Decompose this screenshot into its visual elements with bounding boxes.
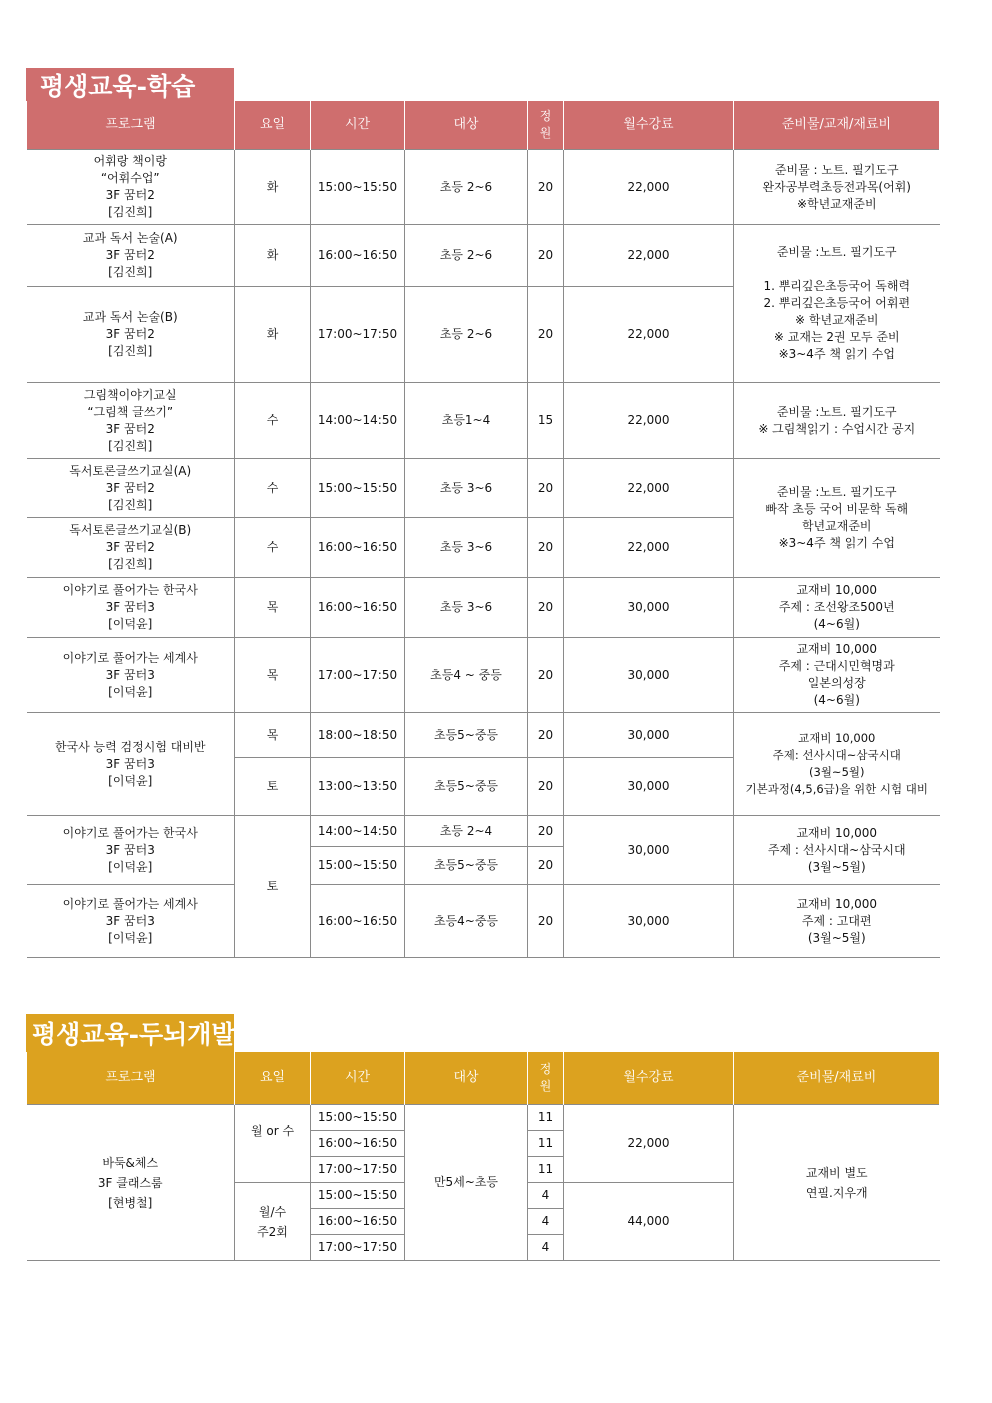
- cell-target: 초등4 ~ 중등: [405, 638, 528, 713]
- cell-day: 월/수 주2회: [235, 1183, 311, 1261]
- cell-time: 15:00~15:50: [311, 1183, 405, 1209]
- cell-day: 토: [235, 758, 311, 816]
- cell-program: 이야기로 풀어가는 세계사 3F 꿈터3 [이덕윤]: [27, 885, 235, 958]
- table-row: [27, 150, 940, 225]
- cell-prep: 교재비 별도 연필.지우개: [734, 1105, 940, 1261]
- cell-day: 월 or 수: [235, 1105, 311, 1183]
- cell-capacity: 20: [528, 287, 564, 383]
- cell-fee: 30,000: [564, 816, 734, 885]
- table-row: [27, 713, 940, 758]
- table-row: [27, 885, 940, 958]
- cell-target: 초등4~중등: [405, 885, 528, 958]
- cell-prep: 준비물 : 노트. 필기도구 완자공부력초등전과목(어휘) ※학년교재준비: [734, 150, 940, 225]
- cell-target: 초등1~4: [405, 383, 528, 459]
- col-header-target: 대상: [405, 101, 528, 150]
- cell-prep: 교재비 10,000 주제: 선사시대~삼국시대 (3월~5월) 기본과정(4,5,6급)을 위한 시험 대비: [734, 713, 940, 816]
- cell-capacity: 20: [528, 225, 564, 287]
- cell-fee: 22,000: [564, 1105, 734, 1183]
- col-header-prep: 준비물/교재/재료비: [734, 101, 940, 150]
- section-title-brain: 평생교육-두뇌개발: [26, 1014, 234, 1052]
- table-row: [27, 578, 940, 638]
- table-row: [27, 225, 940, 287]
- cell-program: 어휘랑 책이랑 “어휘수업” 3F 꿈터2 [김진희]: [27, 150, 235, 225]
- cell-fee: 22,000: [564, 287, 734, 383]
- cell-prep: 교재비 10,000 주제 : 선사시대~삼국시대 (3월~5월): [734, 816, 940, 885]
- cell-capacity: 11: [528, 1131, 564, 1157]
- cell-program: 그림책이야기교실 “그림책 글쓰기” 3F 꿈터2 [김진희]: [27, 383, 235, 459]
- cell-day: 목: [235, 638, 311, 713]
- cell-time: 16:00~16:50: [311, 518, 405, 578]
- cell-program: 교과 독서 논술(A) 3F 꿈터2 [김진희]: [27, 225, 235, 287]
- cell-time: 16:00~16:50: [311, 885, 405, 958]
- cell-program: 독서토론글쓰기교실(A) 3F 꿈터2 [김진희]: [27, 459, 235, 518]
- cell-time: 16:00~16:50: [311, 1131, 405, 1157]
- cell-capacity: 4: [528, 1183, 564, 1209]
- cell-day: 목: [235, 713, 311, 758]
- cell-fee: 22,000: [564, 459, 734, 518]
- cell-target: 초등 3~6: [405, 578, 528, 638]
- cell-time: 15:00~15:50: [311, 847, 405, 885]
- cell-target: 초등 3~6: [405, 518, 528, 578]
- cell-fee: 30,000: [564, 885, 734, 958]
- cell-fee: 30,000: [564, 578, 734, 638]
- cell-prep: 준비물 :노트. 필기도구 빠작 초등 국어 비문학 독해 학년교재준비 ※3~4주 책 읽기 수업: [734, 459, 940, 578]
- cell-capacity: 20: [528, 638, 564, 713]
- table-header-row: [27, 1052, 940, 1105]
- cell-target: 초등5~중등: [405, 758, 528, 816]
- learning-schedule-table: [26, 101, 940, 958]
- cell-prep: 교재비 10,000 주제 : 고대편 (3월~5월): [734, 885, 940, 958]
- cell-capacity: 20: [528, 713, 564, 758]
- col-header-program: 프로그램: [27, 1052, 235, 1105]
- cell-program: 이야기로 풀어가는 한국사 3F 꿈터3 [이덕윤]: [27, 578, 235, 638]
- col-header-time: 시간: [311, 1052, 405, 1105]
- cell-time: 14:00~14:50: [311, 816, 405, 847]
- col-header-program: 프로그램: [27, 101, 235, 150]
- cell-target: 초등5~중등: [405, 713, 528, 758]
- cell-program: 이야기로 풀어가는 한국사 3F 꿈터3 [이덕윤]: [27, 816, 235, 885]
- cell-time: 16:00~16:50: [311, 578, 405, 638]
- cell-fee: 22,000: [564, 518, 734, 578]
- cell-time: 15:00~15:50: [311, 459, 405, 518]
- cell-program: 이야기로 풀어가는 세계사 3F 꿈터3 [이덕윤]: [27, 638, 235, 713]
- cell-fee: 30,000: [564, 713, 734, 758]
- col-header-target: 대상: [405, 1052, 528, 1105]
- col-header-day: 요일: [235, 1052, 311, 1105]
- col-header-prep: 준비물/재료비: [734, 1052, 940, 1105]
- cell-capacity: 20: [528, 758, 564, 816]
- col-header-capacity: 정 원: [528, 101, 564, 150]
- cell-fee: 44,000: [564, 1183, 734, 1261]
- cell-target: 초등 3~6: [405, 459, 528, 518]
- cell-target: 초등 2~6: [405, 287, 528, 383]
- cell-target: 초등 2~4: [405, 816, 528, 847]
- cell-day: 수: [235, 459, 311, 518]
- cell-time: 17:00~17:50: [311, 1235, 405, 1261]
- cell-program: 바둑&체스 3F 클래스룸 [현병철]: [27, 1105, 235, 1261]
- table-row: [27, 383, 940, 459]
- cell-time: 16:00~16:50: [311, 1209, 405, 1235]
- cell-capacity: 20: [528, 847, 564, 885]
- cell-capacity: 20: [528, 816, 564, 847]
- cell-time: 16:00~16:50: [311, 225, 405, 287]
- cell-capacity: 20: [528, 150, 564, 225]
- cell-day: 화: [235, 150, 311, 225]
- section-title-learning: 평생교육-학습: [26, 68, 234, 101]
- cell-program: 독서토론글쓰기교실(B) 3F 꿈터2 [김진희]: [27, 518, 235, 578]
- col-header-capacity: 정 원: [528, 1052, 564, 1105]
- cell-program: 교과 독서 논술(B) 3F 꿈터2 [김진희]: [27, 287, 235, 383]
- cell-day: 수: [235, 518, 311, 578]
- table-row: [27, 816, 940, 847]
- cell-target: 초등5~중등: [405, 847, 528, 885]
- cell-time: 13:00~13:50: [311, 758, 405, 816]
- cell-prep: 교재비 10,000 주제 : 조선왕조500년 (4~6월): [734, 578, 940, 638]
- cell-time: 17:00~17:50: [311, 1157, 405, 1183]
- brain-schedule-table: [26, 1052, 940, 1261]
- cell-fee: 30,000: [564, 638, 734, 713]
- cell-capacity: 4: [528, 1209, 564, 1235]
- table-row: [27, 638, 940, 713]
- cell-time: 17:00~17:50: [311, 638, 405, 713]
- col-header-day: 요일: [235, 101, 311, 150]
- cell-fee: 22,000: [564, 150, 734, 225]
- cell-time: 17:00~17:50: [311, 287, 405, 383]
- cell-day: 수: [235, 383, 311, 459]
- table-row: [27, 1105, 940, 1131]
- col-header-fee: 월수강료: [564, 101, 734, 150]
- cell-capacity: 20: [528, 459, 564, 518]
- cell-capacity: 11: [528, 1157, 564, 1183]
- cell-prep: 준비물 :노트. 필기도구 ※ 그림책읽기 : 수업시간 공지: [734, 383, 940, 459]
- cell-capacity: 20: [528, 518, 564, 578]
- table-row: [27, 459, 940, 518]
- table-header-row: [27, 101, 940, 150]
- cell-day: 화: [235, 225, 311, 287]
- cell-prep: 준비물 :노트. 필기도구 1. 뿌리깊은초등국어 독해력 2. 뿌리깊은초등국어 어휘편 ※ 학년교재준비 ※ 교재는 2권 모두 준비 ※3~4주 책 읽기 수업: [734, 225, 940, 383]
- cell-capacity: 20: [528, 885, 564, 958]
- cell-fee: 30,000: [564, 758, 734, 816]
- cell-program: 한국사 능력 검정시험 대비반 3F 꿈터3 [이덕윤]: [27, 713, 235, 816]
- cell-time: 15:00~15:50: [311, 1105, 405, 1131]
- cell-capacity: 15: [528, 383, 564, 459]
- cell-time: 18:00~18:50: [311, 713, 405, 758]
- cell-target: 초등 2~6: [405, 150, 528, 225]
- cell-day: 토: [235, 816, 311, 958]
- col-header-time: 시간: [311, 101, 405, 150]
- cell-fee: 22,000: [564, 383, 734, 459]
- cell-target: 만5세~초등: [405, 1105, 528, 1261]
- col-header-fee: 월수강료: [564, 1052, 734, 1105]
- cell-day: 목: [235, 578, 311, 638]
- cell-capacity: 4: [528, 1235, 564, 1261]
- cell-capacity: 20: [528, 578, 564, 638]
- cell-time: 14:00~14:50: [311, 383, 405, 459]
- cell-fee: 22,000: [564, 225, 734, 287]
- cell-prep: 교재비 10,000 주제 : 근대시민혁명과 일본의성장 (4~6월): [734, 638, 940, 713]
- cell-time: 15:00~15:50: [311, 150, 405, 225]
- cell-day: 화: [235, 287, 311, 383]
- cell-capacity: 11: [528, 1105, 564, 1131]
- cell-target: 초등 2~6: [405, 225, 528, 287]
